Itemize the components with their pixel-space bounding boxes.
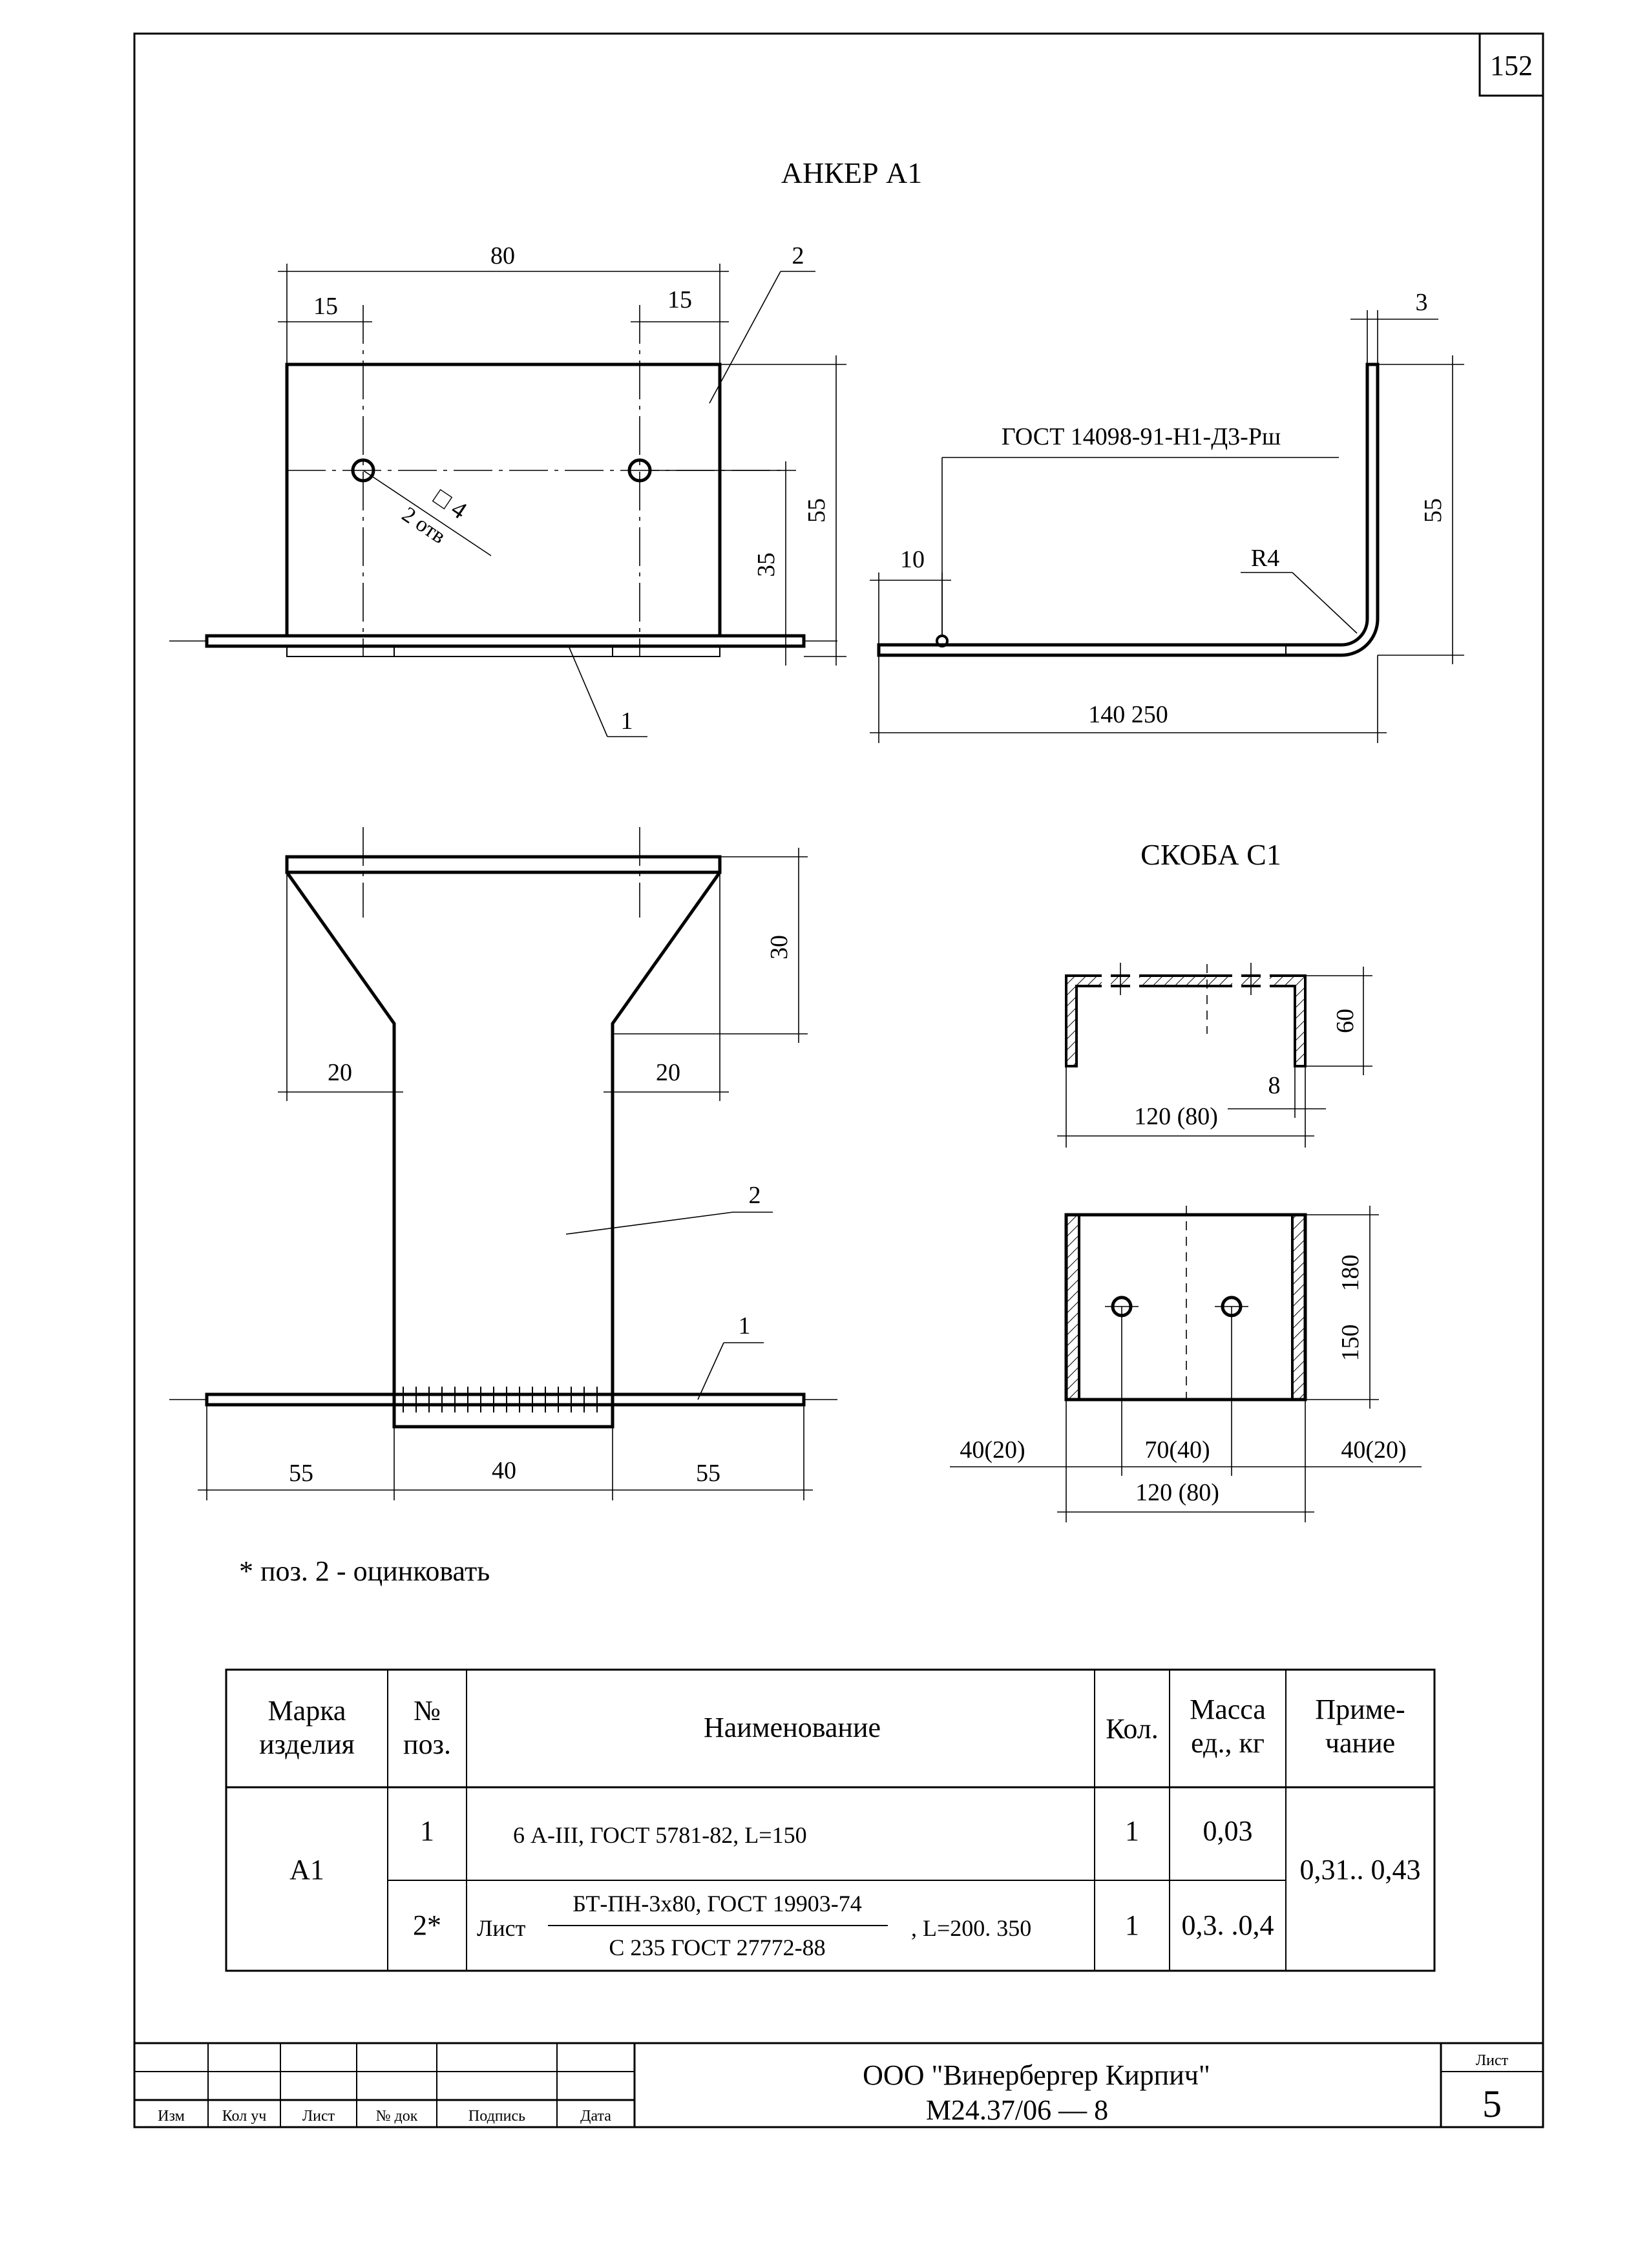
stamp-sheet-number: 5 [1482,2083,1502,2125]
stamp-col-qty: Кол уч [222,2108,267,2125]
header-mass-line2: ед., кг [1191,1727,1265,1759]
anchor-hole-height-dim: 35 [753,552,780,577]
header-mark-line2: изделия [259,1728,355,1760]
bracket-left-margin-dim: 40(20) [960,1436,1025,1464]
galvanize-note: * поз. 2 - оцинковать [239,1555,490,1587]
header-pos-line1: № [414,1695,441,1727]
header-pos-line2: поз. [403,1728,451,1760]
row2-name-denominator: С 235 ГОСТ 27772-88 [609,1935,826,1960]
anchor-bottom-callout-pos2: 2 [748,1182,761,1209]
stamp-organization: ООО "Винербергер Кирпич" [863,2059,1210,2091]
anchor-hole-count-label: 2 отв [397,502,450,549]
row1-name: 6 А-III, ГОСТ 5781-82, L=150 [513,1822,807,1848]
stamp-document-code: М24.37/06 — 8 [925,2094,1109,2126]
bracket-right-margin-dim: 40(20) [1341,1436,1407,1464]
anchor-right-offset-dim: 15 [667,286,692,313]
bracket-height-dim: 60 [1332,1009,1359,1033]
row1-pos: 1 [420,1815,434,1847]
bracket-plan-view [950,1206,1422,1522]
row1-qty: 1 [1125,1815,1139,1847]
row2-name-prefix: Лист [477,1915,526,1941]
anchor-bottom-left-dim: 55 [289,1460,313,1487]
title-block [134,2043,1543,2127]
anchor-side-end-dim: 10 [900,546,925,573]
bracket-width-dim: 120 (80) [1134,1103,1218,1130]
anchor-callout-pos2: 2 [792,242,804,269]
header-mass-line1: Масса [1190,1694,1266,1725]
table-row [420,1815,1253,1848]
stamp-col-sheet: Лист [302,2108,335,2125]
anchor-thickness-dim: 3 [1415,289,1428,316]
stamp-col-signature: Подпись [468,2108,526,2125]
anchor-title: АНКЕР А1 [781,156,923,189]
stamp-col-date: Дата [580,2108,611,2125]
header-qty: Кол. [1106,1713,1159,1745]
stamp-sheet-label: Лист [1475,2052,1509,2069]
bracket-plan-width-dim: 120 (80) [1135,1479,1219,1506]
anchor-front-view [169,242,846,737]
stamp-col-change: Изм [158,2108,185,2125]
bracket-section-view [1057,963,1372,1148]
corner-sheet-number: 152 [1490,50,1533,81]
anchor-hole-size-label: □ 4 [428,483,472,525]
weld-seam-marks [403,1387,597,1412]
anchor-width-dim: 80 [490,242,515,269]
mark-value: А1 [289,1854,324,1885]
header-name: Наименование [703,1712,881,1743]
specification-table [226,1670,1434,1971]
anchor-left-taper-dim: 20 [328,1059,352,1086]
row2-pos: 2* [413,1909,441,1941]
anchor-bottom-right-dim: 55 [696,1460,720,1487]
anchor-gost-label: ГОСТ 14098-91-Н1-Д3-Рш [1001,423,1281,450]
bracket-c1-drawing [950,838,1422,1522]
row2-qty: 1 [1125,1909,1139,1941]
anchor-a1-drawing [169,156,1464,1500]
anchor-bend-radius-label: R4 [1250,545,1280,572]
header-note-line2: чание [1325,1727,1396,1759]
anchor-right-taper-dim: 20 [656,1059,680,1086]
note-value: 0,31.. 0,43 [1299,1854,1421,1885]
bracket-hole-spacing-dim: 70(40) [1144,1436,1210,1464]
row2-mass: 0,3. .0,4 [1181,1909,1274,1941]
row2-name-suffix: , L=200. 350 [911,1915,1032,1941]
anchor-bottom-middle-dim: 40 [492,1457,516,1484]
anchor-bottom-callout-pos1: 1 [738,1312,751,1339]
anchor-height-dim: 55 [803,498,830,523]
header-note-line1: Приме- [1315,1694,1405,1725]
anchor-bottom-depth-dim: 30 [766,935,793,960]
row1-mass: 0,03 [1203,1815,1253,1847]
anchor-left-offset-dim: 15 [313,293,338,320]
header-mark-line1: Марка [268,1695,346,1727]
anchor-side-height-dim: 55 [1420,498,1447,523]
anchor-side-length-dim: 140 250 [1088,701,1168,728]
table-row [413,1891,1274,1960]
anchor-bottom-view [169,827,837,1500]
bracket-plan-height-b-dim: 180 [1337,1254,1364,1292]
anchor-side-view [870,289,1464,743]
bracket-plan-height-a-dim: 150 [1337,1324,1364,1361]
bracket-flange-dim: 8 [1268,1072,1281,1099]
stamp-col-doc: № док [375,2108,418,2125]
bracket-title: СКОБА С1 [1140,838,1281,871]
anchor-callout-pos1: 1 [620,708,633,735]
row2-name-numerator: БТ-ПН-3х80, ГОСТ 19903-74 [572,1891,862,1916]
